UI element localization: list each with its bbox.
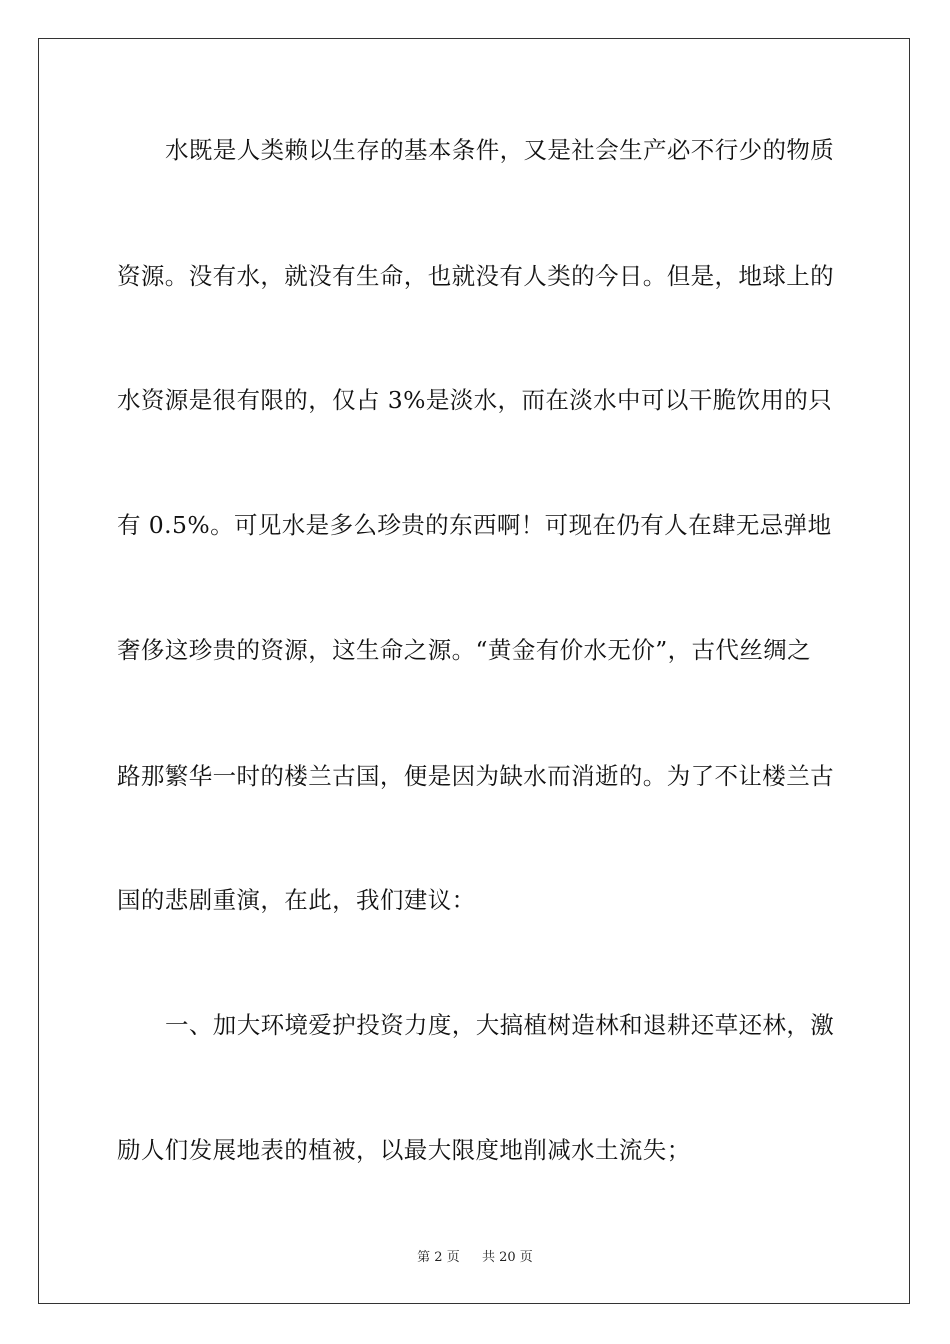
page-footer	[0, 1246, 950, 1265]
paragraph-1-line-2: 资源。没有水，就没有生命，也就没有人类的今日。但是，地球上的	[117, 262, 834, 290]
paragraph-1-line-7: 国的悲剧重演，在此，我们建议：	[117, 886, 476, 914]
page-number: 第 2 页	[417, 1250, 460, 1265]
paragraph-2-line-2: 励人们发展地表的植被，以最大限度地削减水土流失；	[117, 1136, 691, 1164]
paragraph-1-line-1: 水既是人类赖以生存的基本条件，又是社会生产必不行少的物质	[165, 136, 835, 164]
paragraph-1-line-6: 路那繁华一时的楼兰古国，便是因为缺水而消逝的。为了不让楼兰古	[117, 762, 834, 790]
page-total: 共 20 页	[482, 1250, 533, 1265]
paragraph-1-line-3: 水资源是很有限的，仅占 3%是淡水，而在淡水中可以干脆饮用的只	[117, 386, 833, 414]
paragraph-2-line-1: 一、加大环境爱护投资力度，大搞植树造林和退耕还草还林，激	[165, 1011, 835, 1039]
paragraph-1-line-5: 奢侈这珍贵的资源，这生命之源。“黄金有价水无价”，古代丝绸之	[117, 636, 812, 664]
paragraph-1-line-4: 有 0.5%。可见水是多么珍贵的东西啊！可现在仍有人在肆无忌弹地	[117, 511, 832, 539]
page-border	[38, 38, 910, 1304]
